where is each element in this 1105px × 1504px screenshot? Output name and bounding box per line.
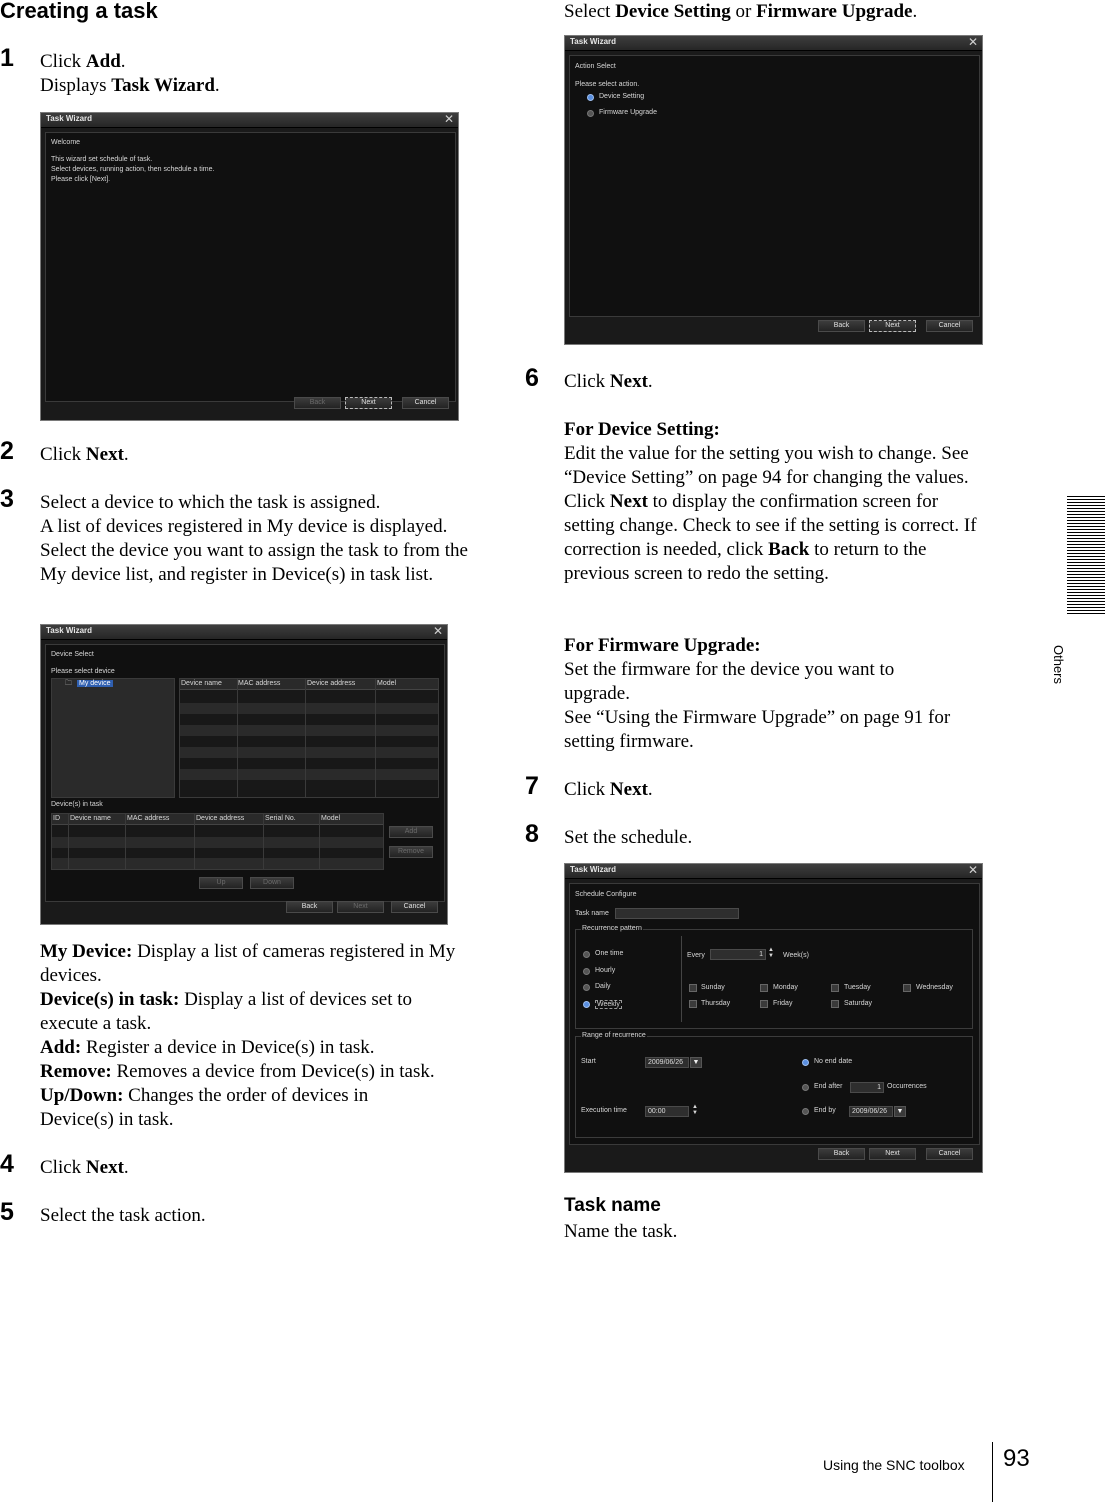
back-button[interactable]: Back — [294, 397, 341, 409]
no-end-date-label: No end date — [814, 1058, 853, 1065]
day-sunday: Sunday — [701, 984, 725, 991]
title-bar — [565, 36, 982, 51]
step-2-number: 2 — [0, 437, 14, 465]
column-divider — [263, 814, 264, 869]
tree-item-my-device[interactable]: My device — [79, 680, 111, 687]
task-name-desc: Name the task. — [564, 1221, 678, 1242]
step-2-text: Click Next. — [40, 444, 129, 465]
end-by-label: End by — [814, 1107, 836, 1114]
col-model: Model — [377, 680, 397, 687]
dialog-title: Task Wizard — [570, 865, 617, 874]
spinner-icon[interactable]: ▲ ▼ — [768, 947, 774, 959]
radio-daily[interactable] — [583, 984, 590, 991]
next-button[interactable]: Next — [869, 1148, 916, 1160]
definitions — [40, 940, 472, 1132]
back-button[interactable]: Back — [818, 320, 865, 332]
radio-device-setting[interactable] — [587, 94, 594, 101]
recurrence-pattern-label: Recurrence pattern — [582, 925, 642, 932]
up-button[interactable]: Up — [199, 877, 243, 889]
col-id: ID — [53, 815, 60, 822]
col-mac-address: MAC address — [127, 815, 170, 822]
close-icon[interactable]: ✕ — [967, 863, 978, 877]
column-divider — [375, 679, 376, 797]
start-date-input[interactable]: 2009/06/26 — [645, 1057, 689, 1068]
step-8-number: 8 — [525, 820, 539, 848]
day-monday: Monday — [773, 984, 798, 991]
task-name-label: Task name — [575, 910, 609, 917]
close-icon[interactable]: ✕ — [967, 35, 978, 49]
task-name-input[interactable] — [615, 908, 739, 919]
welcome-line-1: This wizard set schedule of task. — [51, 156, 153, 163]
definition-devices-in-task: Device(s) in task: Display a list of devices set to execute a task. — [40, 989, 413, 1034]
next-button[interactable]: Next — [869, 320, 916, 332]
column-divider — [194, 814, 195, 869]
devices-in-task-label: Device(s) in task — [51, 801, 103, 808]
step-5-number: 5 — [0, 1198, 14, 1226]
day-tuesday: Tuesday — [844, 984, 871, 991]
start-label: Start — [581, 1058, 596, 1065]
device-select-heading: Device Select — [51, 651, 94, 658]
step-3-number: 3 — [0, 485, 14, 513]
range-label: Range of recurrence — [582, 1032, 646, 1039]
firmware-upgrade-section — [564, 634, 992, 754]
definition-remove: Remove: Removes a device from Device(s) in task. — [40, 1061, 435, 1082]
step-4-text: Click Next. — [40, 1157, 129, 1178]
checkbox-tuesday[interactable] — [831, 984, 839, 992]
action-select-heading: Action Select — [575, 63, 616, 70]
pattern-divider — [681, 936, 682, 1022]
step-5-text: Select the task action. — [40, 1205, 206, 1226]
task-wizard-welcome-screenshot — [40, 112, 459, 421]
day-thursday: Thursday — [701, 1000, 731, 1007]
device-list[interactable] — [179, 678, 439, 798]
step-7-text: Click Next. — [564, 779, 653, 800]
step-8-text: Set the schedule. — [564, 827, 693, 848]
my-device-tree[interactable] — [51, 678, 175, 798]
step-6-number: 6 — [525, 364, 539, 392]
time-spinner-icon[interactable]: ▲ ▼ — [692, 1104, 698, 1116]
close-icon[interactable]: ✕ — [443, 112, 454, 126]
back-button[interactable]: Back — [286, 901, 333, 913]
welcome-heading: Welcome — [51, 139, 81, 146]
table-row[interactable] — [180, 703, 438, 714]
table-row[interactable] — [52, 837, 383, 848]
start-date-dropdown-icon[interactable]: ▼ — [690, 1057, 702, 1068]
pattern-one-time: One time — [595, 950, 624, 957]
footer-divider — [992, 1442, 993, 1502]
pattern-weekly: Weekly — [597, 1001, 620, 1008]
definition-my-device: My Device: Display a list of cameras registered in My devices. — [40, 941, 456, 986]
firmware-upgrade-heading: For Firmware Upgrade: — [564, 635, 761, 656]
device-setting-heading: For Device Setting: — [564, 419, 720, 440]
radio-weekly[interactable] — [583, 1001, 590, 1008]
occurrences-label: Occurrences — [887, 1083, 927, 1090]
checkbox-monday[interactable] — [760, 984, 768, 992]
next-button[interactable]: Next — [337, 901, 384, 913]
task-name-heading: Task name — [564, 1195, 661, 1216]
cancel-button[interactable]: Cancel — [926, 320, 973, 332]
weeks-label: Week(s) — [783, 952, 809, 959]
column-divider — [305, 679, 306, 797]
radio-end-after[interactable] — [802, 1084, 809, 1091]
step-7-number: 7 — [525, 772, 539, 800]
side-tab-label: Others — [1051, 645, 1066, 685]
dialog-title: Task Wizard — [46, 114, 93, 123]
cancel-button[interactable]: Cancel — [926, 1148, 973, 1160]
next-button[interactable]: Next — [345, 397, 392, 409]
col-model: Model — [321, 815, 341, 822]
col-device-name: Device name — [181, 680, 222, 687]
firmware-upgrade-p1: Set the firmware for the device you want to upgrade. — [564, 659, 895, 704]
column-divider — [125, 814, 126, 869]
cancel-button[interactable]: Cancel — [402, 397, 449, 409]
table-row[interactable] — [180, 747, 438, 758]
day-friday: Friday — [773, 1000, 793, 1007]
step-1-text: Click Add. Displays Task Wizard. — [40, 51, 220, 96]
dialog-title: Task Wizard — [46, 626, 93, 635]
task-wizard-schedule-screenshot — [564, 863, 983, 1173]
radio-hourly[interactable] — [583, 968, 590, 975]
schedule-heading: Schedule Configure — [575, 891, 637, 898]
end-after-label: End after — [814, 1083, 843, 1090]
definition-up-down: Up/Down: Changes the order of devices in Device(s) in task. — [40, 1085, 369, 1130]
execution-time-input[interactable]: 00:00 — [645, 1106, 689, 1117]
footer-section-title: Using the SNC toolbox — [823, 1457, 965, 1473]
section-tab-marker — [1067, 496, 1105, 616]
device-setting-p1: Edit the value for the setting you wish to change. See “Device Setting” on page 94 for changing the values. — [564, 443, 969, 488]
execution-time-label: Execution time — [581, 1107, 627, 1114]
task-wizard-action-select-screenshot — [564, 35, 983, 345]
occurrences-input[interactable]: 1 — [850, 1082, 884, 1093]
device-setting-section — [564, 418, 992, 586]
table-row[interactable] — [52, 858, 383, 869]
day-wednesday: Wednesday — [916, 984, 953, 991]
cancel-button[interactable]: Cancel — [391, 901, 438, 913]
checkbox-sunday[interactable] — [689, 984, 697, 992]
action-intro: Select Device Setting or Firmware Upgrade. — [564, 1, 918, 22]
checkbox-thursday[interactable] — [689, 1000, 697, 1008]
title-bar — [41, 113, 458, 128]
title-bar — [565, 864, 982, 879]
action-select-prompt: Please select action. — [575, 81, 640, 88]
col-device-address: Device address — [307, 680, 356, 687]
checkbox-saturday[interactable] — [831, 1000, 839, 1008]
col-serial-no: Serial No. — [265, 815, 296, 822]
table-row[interactable] — [180, 769, 438, 780]
pattern-daily: Daily — [595, 983, 611, 990]
radio-firmware-upgrade[interactable] — [587, 110, 594, 117]
end-by-date-input[interactable]: 2009/06/26 — [849, 1106, 893, 1117]
task-wizard-device-select-screenshot — [40, 624, 448, 925]
welcome-line-3: Please click [Next]. — [51, 176, 111, 183]
firmware-upgrade-p2: See “Using the Firmware Upgrade” on page 91 for setting firmware. — [564, 707, 951, 752]
checkbox-friday[interactable] — [760, 1000, 768, 1008]
checkbox-wednesday[interactable] — [903, 984, 911, 992]
close-icon[interactable]: ✕ — [432, 624, 443, 638]
column-divider — [319, 814, 320, 869]
every-input[interactable]: 1 — [710, 949, 766, 960]
option-device-setting: Device Setting — [599, 93, 645, 100]
folder-icon: 🗀 — [65, 680, 72, 687]
radio-end-by[interactable] — [802, 1108, 809, 1115]
dialog-title: Task Wizard — [570, 37, 617, 46]
column-divider — [68, 814, 69, 869]
pattern-hourly: Hourly — [595, 967, 616, 974]
remove-button[interactable]: Remove — [389, 846, 433, 858]
end-by-dropdown-icon[interactable]: ▼ — [894, 1106, 906, 1117]
step-3-line: Select a device to which the task is assigned. — [40, 492, 381, 513]
col-mac-address: MAC address — [238, 680, 281, 687]
back-button[interactable]: Back — [818, 1148, 865, 1160]
down-button[interactable]: Down — [250, 877, 294, 889]
title-bar — [41, 625, 447, 640]
step-3-paragraph: A list of devices registered in My device is displayed. Select the device you want to assign the task to from the My device list, and register in Device(s) in task list. — [40, 516, 468, 585]
device-setting-p2: Click Next to display the confirmation screen for setting change. Check to see if the setting is correct. If correction is needed, click Back to return to the previous screen to redo the setting. — [564, 491, 977, 584]
device-select-prompt: Please select device — [51, 668, 115, 675]
option-firmware-upgrade: Firmware Upgrade — [599, 109, 657, 116]
radio-one-time[interactable] — [583, 951, 590, 958]
step-4-number: 4 — [0, 1150, 14, 1178]
recurrence-pattern-group — [575, 929, 973, 1029]
every-label: Every — [687, 952, 705, 959]
col-device-name: Device name — [70, 815, 111, 822]
table-row[interactable] — [180, 725, 438, 736]
page-number: 93 — [1003, 1445, 1030, 1472]
column-divider — [237, 679, 238, 797]
step-1-number: 1 — [0, 44, 14, 72]
day-saturday: Saturday — [844, 1000, 873, 1007]
step-6-text: Click Next. — [564, 371, 653, 392]
page-heading: Creating a task — [0, 0, 158, 23]
radio-no-end-date[interactable] — [802, 1059, 809, 1066]
definition-add: Add: Register a device in Device(s) in task. — [40, 1037, 375, 1058]
add-button[interactable]: Add — [389, 826, 433, 838]
welcome-line-2: Select devices, running action, then schedule a time. — [51, 166, 215, 173]
col-device-address: Device address — [196, 815, 245, 822]
